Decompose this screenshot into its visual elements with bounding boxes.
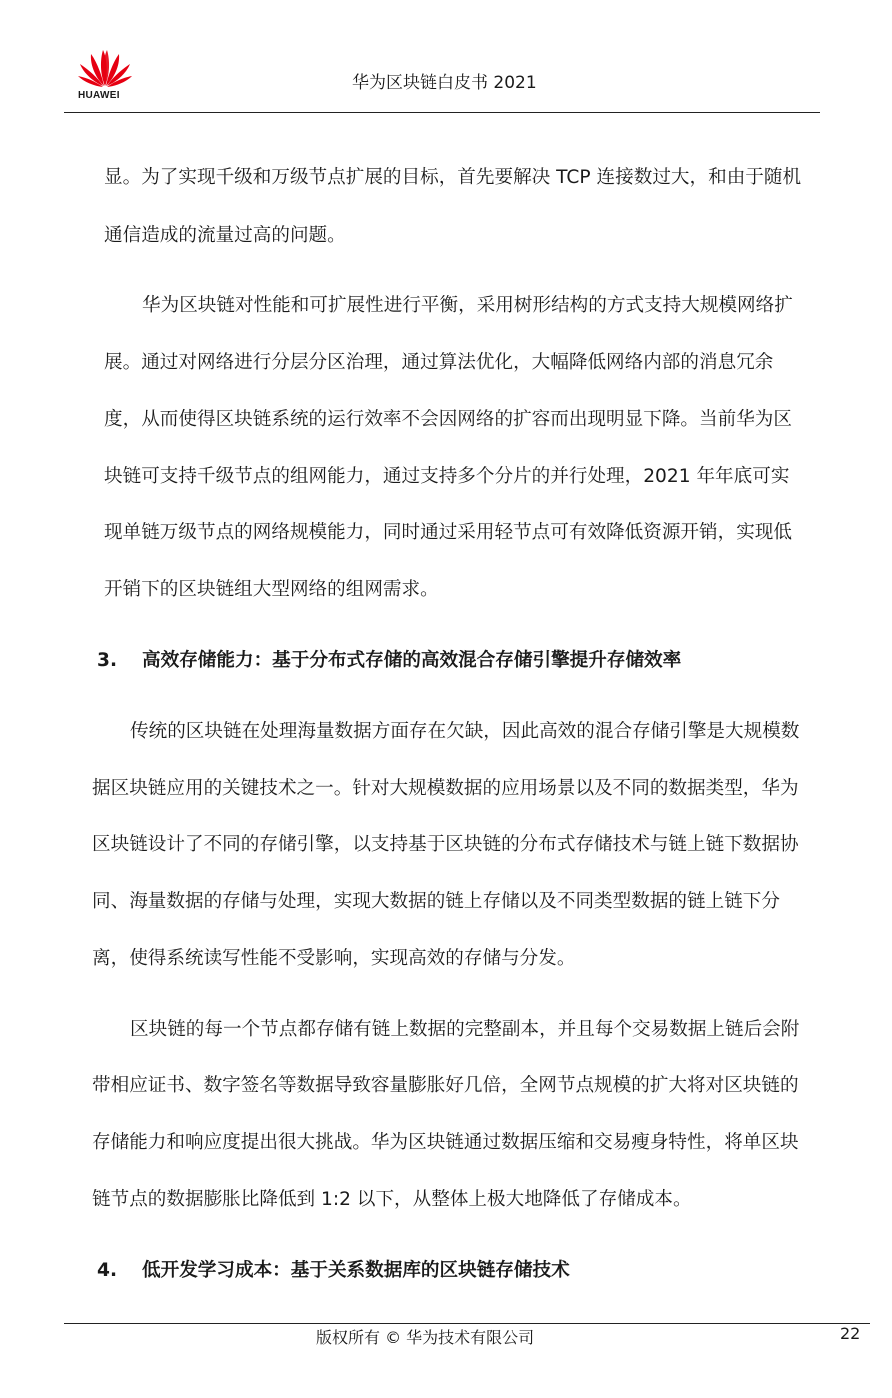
header-divider xyxy=(64,112,820,113)
footer-divider xyxy=(64,1323,870,1324)
paragraph-line: 现单链万级节点的网络规模能力，同时通过采用轻节点可有效降低资源开销，实现低 xyxy=(104,522,792,543)
paragraph-line: 显。为了实现千级和万级节点扩展的目标，首先要解决 TCP 连接数过大，和由于随机 xyxy=(104,167,802,188)
copyright-text: 版权所有 © 华为技术有限公司 xyxy=(316,1328,535,1347)
paragraph-line: 离，使得系统读写性能不受影响，实现高效的存储与分发。 xyxy=(92,948,576,969)
paragraph-line: 据区块链应用的关键技术之一。针对大规模数据的应用场景以及不同的数据类型，华为 xyxy=(92,778,799,799)
paragraph-line: 带相应证书、数字签名等数据导致容量膨胀好几倍，全网节点规模的扩大将对区块链的 xyxy=(92,1075,799,1096)
section-4-heading: 低开发学习成本：基于关系数据库的区块链存储技术 xyxy=(142,1260,570,1281)
paragraph-line: 传统的区块链在处理海量数据方面存在欠缺，因此高效的混合存储引擎是大规模数 xyxy=(130,721,800,742)
paragraph-line: 区块链设计了不同的存储引擎，以支持基于区块链的分布式存储技术与链上链下数据协 xyxy=(92,834,799,855)
paragraph-line: 展。通过对网络进行分层分区治理，通过算法优化，大幅降低网络内部的消息冗余 xyxy=(104,352,774,373)
paragraph-line: 度，从而使得区块链系统的运行效率不会因网络的扩容而出现明显下降。当前华为区 xyxy=(104,409,792,430)
paragraph-line: 区块链的每一个节点都存储有链上数据的完整副本，并且每个交易数据上链后会附 xyxy=(130,1019,800,1040)
huawei-logo xyxy=(76,48,134,104)
paragraph-line: 开销下的区块链组大型网络的组网需求。 xyxy=(104,579,439,600)
logo-text: HUAWEI xyxy=(78,90,120,101)
section-3-number: 3. xyxy=(97,650,118,671)
section-4-number: 4. xyxy=(97,1260,118,1281)
paragraph-line: 块链可支持千级节点的组网能力，通过支持多个分片的并行处理，2021 年年底可实 xyxy=(104,466,790,487)
huawei-petals-icon xyxy=(76,48,134,88)
paragraph-line: 同、海量数据的存储与处理，实现大数据的链上存储以及不同类型数据的链上链下分 xyxy=(92,891,780,912)
document-title: 华为区块链白皮书 2021 xyxy=(352,73,537,93)
section-3-heading: 高效存储能力：基于分布式存储的高效混合存储引擎提升存储效率 xyxy=(142,650,682,671)
page-number: 22 xyxy=(840,1324,861,1343)
paragraph-line: 存储能力和响应度提出很大挑战。华为区块链通过数据压缩和交易瘦身特性，将单区块 xyxy=(92,1132,799,1153)
paragraph-line: 链节点的数据膨胀比降低到 1:2 以下，从整体上极大地降低了存储成本。 xyxy=(92,1189,692,1210)
paragraph-line: 通信造成的流量过高的问题。 xyxy=(104,225,346,246)
paragraph-line: 华为区块链对性能和可扩展性进行平衡，采用树形结构的方式支持大规模网络扩 xyxy=(142,295,793,316)
